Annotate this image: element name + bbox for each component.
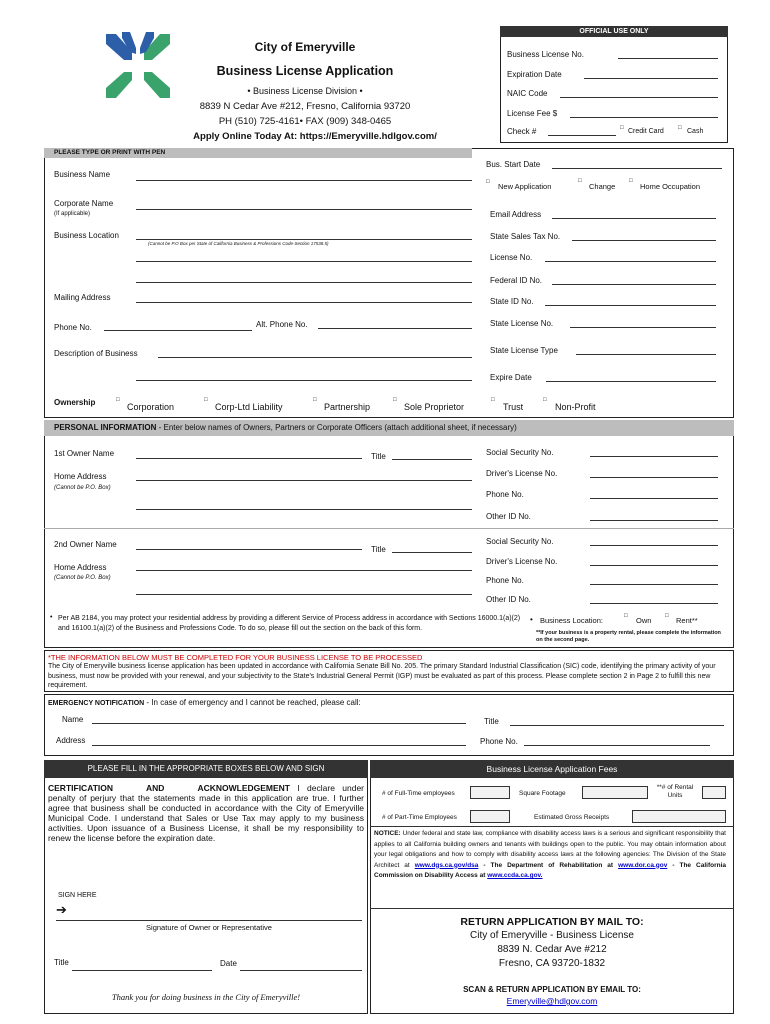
owner1-title-label: Title [371, 452, 386, 461]
owner2-home-field[interactable] [136, 570, 472, 571]
form-title: Business License Application [216, 64, 394, 78]
online-url: Apply Online Today At: https://Emeryville.hdlgov.com/ [193, 131, 437, 142]
ab-2184-note: Per AB 2184, you may protect your residential address by providing a different Service of Process address in accordance with Sections 16000.1(a)(2) and 16100.1(a)(2) of the Business and Professions Code. To do so, please fill out the section on the back of this form. [58, 615, 521, 632]
change-checkbox[interactable]: □ [578, 178, 582, 184]
description-field-2[interactable] [136, 380, 472, 381]
sales-tax-label: State Sales Tax No. [490, 232, 561, 241]
federal-id-label: Federal ID No. [490, 276, 543, 285]
own-trust-checkbox[interactable]: □ [491, 397, 495, 403]
own-nonprofit-checkbox[interactable]: □ [543, 397, 547, 403]
owner2-ssn-field[interactable] [590, 545, 718, 546]
owner2-phone-field[interactable] [590, 584, 718, 585]
notice-body-3: - The California Commission on Disability Access at [374, 861, 726, 879]
owner-divider [44, 528, 734, 529]
arrow-right-icon: ➔ [56, 902, 67, 917]
emergency-address-label: Address [56, 736, 86, 745]
owner2-other-id-field[interactable] [590, 603, 718, 604]
square-label: Square Footage [519, 790, 566, 797]
dgs-link[interactable]: www.dgs.ca.gov/dsa [414, 861, 479, 869]
own-sole-checkbox[interactable]: □ [393, 397, 397, 403]
business-info-section [44, 148, 734, 418]
own-label: Own [636, 616, 652, 625]
own-corporation-checkbox[interactable]: □ [116, 397, 120, 403]
state-id-field[interactable] [545, 305, 716, 306]
emergency-name-field[interactable] [92, 723, 466, 724]
owner2-field[interactable] [136, 549, 362, 550]
new-app-label: New Application [498, 182, 552, 191]
bus-location-bullet: • [530, 615, 533, 624]
bus-start-field[interactable] [552, 168, 722, 169]
bus-start-label: Bus. Start Date [486, 160, 541, 169]
new-app-checkbox[interactable]: □ [486, 179, 490, 185]
part-time-label: # of Part-Time Employees [382, 814, 457, 821]
bus-location-label: Business Location: [540, 616, 603, 625]
expire-field[interactable] [546, 381, 716, 382]
state-license-field[interactable] [570, 327, 716, 328]
owner1-home-field-2[interactable] [136, 509, 472, 510]
owner2-ssn-label: Social Security No. [486, 537, 554, 546]
business-location-field[interactable] [136, 239, 472, 240]
owner1-phone-field[interactable] [590, 498, 718, 499]
emergency-phone-field[interactable] [524, 745, 710, 746]
business-location-field-2[interactable] [136, 261, 472, 262]
official-check-field[interactable] [548, 135, 616, 136]
official-check-label: Check # [507, 127, 537, 136]
owner2-phone-label: Phone No. [486, 576, 524, 585]
gross-input[interactable] [632, 810, 726, 823]
return-line-2: 8839 N. Cedar Ave #212 [497, 944, 607, 955]
notice-body-2: - The Department of Rehabilitation at [478, 861, 614, 869]
owner2-home-label: Home Address [54, 563, 107, 572]
emergency-heading-rest: - In case of emergency and I cannot be reached, please call: [144, 698, 361, 707]
emergency-title-label: Title [484, 717, 499, 726]
owner2-po-note: (Cannot be P.O. Box) [54, 575, 111, 581]
official-naic-label: NAIC Code [507, 89, 548, 98]
business-location-label: Business Location [54, 231, 119, 240]
own-llc-checkbox[interactable]: □ [204, 397, 208, 403]
owner1-ssn-label: Social Security No. [486, 448, 554, 457]
business-name-field[interactable] [136, 180, 472, 181]
alt-phone-label: Alt. Phone No. [256, 320, 308, 329]
owner2-title-field[interactable] [392, 552, 472, 553]
owner1-home-field[interactable] [136, 480, 472, 481]
ab-bullet: • [50, 614, 53, 621]
own-nonprofit-label: Non-Profit [555, 402, 596, 412]
certification-body: I declare under penalty of perjury that the statements made in this application are true. I further agree that business shall be conducted in accordance with the City of Emeryville Municipal Code. I understand that Sales or Use Tax may apply to my business activities. Upon issuance of a Business License, it shall be my responsibility to renew the license before the expiration date. [48, 783, 365, 843]
license-no-field[interactable] [545, 261, 716, 262]
official-license-field[interactable] [618, 58, 718, 59]
official-use-title: OFFICIAL USE ONLY [500, 26, 728, 37]
header-address: 8839 N Cedar Ave #212, Fresno, California 93720 [199, 101, 411, 112]
email-link[interactable]: Emeryville@hdlgov.com [506, 996, 598, 1006]
mailing-label: Mailing Address [54, 293, 111, 302]
emergency-heading: EMERGENCY NOTIFICATION [48, 700, 145, 707]
owner1-other-id-label: Other ID No. [486, 512, 531, 521]
official-expiration-label: Expiration Date [507, 70, 562, 79]
rent-checkbox[interactable]: □ [665, 613, 669, 619]
email-field[interactable] [552, 218, 716, 219]
corporate-name-label: Corporate Name [54, 199, 114, 208]
mailing-field[interactable] [136, 302, 472, 303]
owner1-dl-label: Driver's License No. [486, 469, 558, 478]
if-applicable-note: (If applicable) [54, 211, 91, 217]
state-id-label: State ID No. [490, 297, 534, 306]
ownership-label: Ownership [54, 398, 96, 407]
owner1-field[interactable] [136, 458, 362, 459]
fees-bar: Business License Application Fees [370, 760, 734, 778]
own-checkbox[interactable]: □ [624, 613, 628, 619]
certification-heading: CERTIFICATION AND ACKNOWLEDGEMENT [48, 783, 291, 793]
certification-text [48, 783, 364, 843]
return-line-3: Fresno, CA 93720-1832 [498, 958, 606, 969]
business-name-label: Business Name [54, 170, 111, 179]
phone-field[interactable] [104, 330, 252, 331]
own-partnership-label: Partnership [324, 402, 371, 412]
corporate-name-field[interactable] [136, 209, 472, 210]
change-label: Change [589, 182, 616, 191]
emergency-name-label: Name [62, 715, 84, 724]
thanks-note: Thank you for doing business in the City of Emeryville! [111, 992, 301, 1002]
official-fee-field[interactable] [570, 117, 718, 118]
emergency-address-field[interactable] [92, 745, 466, 746]
owner1-title-field[interactable] [392, 459, 472, 460]
owner2-label: 2nd Owner Name [54, 540, 117, 549]
city-logo [102, 30, 174, 102]
email-label: Email Address [490, 210, 542, 219]
rent-label: Rent** [676, 616, 698, 625]
cert-date-field[interactable] [240, 970, 362, 971]
owner1-phone-label: Phone No. [486, 490, 524, 499]
owner1-dl-field[interactable] [590, 477, 718, 478]
full-time-label: # of Full-Time employees [382, 790, 455, 797]
owner2-dl-label: Driver's License No. [486, 557, 558, 566]
own-llc-label: Corp-Ltd Liability [215, 402, 283, 412]
return-title: RETURN APPLICATION BY MAIL TO: [460, 916, 644, 928]
phone-label: Phone No. [54, 323, 92, 332]
home-occ-checkbox[interactable]: □ [629, 178, 633, 184]
po-box-note: (Cannot be P.O Box per State of California Business & Professions Code-Section 17538.5) [148, 241, 329, 246]
owner1-ssn-field[interactable] [590, 456, 718, 457]
cash-checkbox[interactable]: □ [678, 125, 682, 131]
sic-required-notice: *THE INFORMATION BELOW MUST BE COMPLETED FOR YOUR BUSINESS LICENSE TO BE PROCESSED [48, 653, 423, 662]
personal-heading: PERSONAL INFORMATION [54, 423, 157, 432]
state-license-type-label: State License Type [490, 346, 558, 355]
notice-divider-bottom [370, 908, 734, 909]
cert-title-label: Title [54, 958, 69, 967]
square-input[interactable] [582, 786, 648, 799]
return-line-1: City of Emeryville - Business License [470, 930, 634, 941]
owner1-po-note: (Cannot be P.O. Box) [54, 485, 111, 491]
credit-card-label: Credit Card [628, 128, 664, 135]
notice-divider-top [370, 826, 734, 827]
fill-boxes-bar: PLEASE FILL IN THE APPROPRIATE BOXES BELOW AND SIGN [44, 760, 368, 778]
cash-label: Cash [687, 128, 704, 135]
city-name: City of Emeryville [254, 40, 356, 54]
scan-title: SCAN & RETURN APPLICATION BY EMAIL TO: [463, 985, 641, 994]
division: • Business License Division • [247, 86, 363, 96]
sign-here-label: SIGN HERE [58, 892, 97, 899]
sic-text: The City of Emeryville business license application has been updated in accordance with California Senate Bill No. 205. The primary Standard Industrial Classification (SIC) code, identifying the primary activity of your business, must now be provided with your renewal, and your subjectivity to the State's Industrial General Permit (IGP) must be evaluated as part of this process. Please complete section 2 in Page 2 to fulfill this new requirement. [48, 663, 716, 689]
notice-text [374, 829, 726, 882]
signature-label: Signature of Owner or Representative [146, 923, 272, 932]
owner1-label: 1st Owner Name [54, 449, 115, 458]
personal-info-bar [44, 420, 734, 436]
owner1-other-id-field[interactable] [590, 520, 718, 521]
business-location-field-3[interactable] [136, 282, 472, 283]
header-phone: PH (510) 725-4161• FAX (909) 348-0465 [218, 116, 392, 127]
owner2-other-id-label: Other ID No. [486, 595, 531, 604]
own-partnership-checkbox[interactable]: □ [313, 397, 317, 403]
ccda-link[interactable]: www.ccda.ca.gov. [487, 872, 543, 879]
cert-date-label: Date [220, 959, 237, 968]
home-occ-label: Home Occupation [640, 182, 701, 191]
owner2-dl-field[interactable] [590, 565, 718, 566]
full-time-input[interactable] [470, 786, 510, 799]
gross-label: Estimated Gross Receipts [534, 814, 610, 821]
personal-heading-rest: - Enter below names of Owners, Partners or Corporate Officers (attach additional sheet, if necessary) [156, 423, 517, 432]
federal-id-field[interactable] [552, 284, 716, 285]
official-use-box [500, 26, 728, 143]
official-expiration-field[interactable] [584, 78, 718, 79]
description-field[interactable] [158, 357, 472, 358]
license-no-label: License No. [490, 253, 533, 262]
owner2-title-label: Title [371, 545, 386, 554]
official-naic-field[interactable] [560, 97, 718, 98]
dor-link[interactable]: www.dor.ca.gov [618, 861, 668, 869]
cert-title-field[interactable] [72, 970, 212, 971]
part-time-input[interactable] [470, 810, 510, 823]
alt-phone-field[interactable] [318, 328, 472, 329]
emergency-phone-label: Phone No. [480, 737, 518, 746]
state-license-label: State License No. [490, 319, 554, 328]
expire-label: Expire Date [490, 373, 532, 382]
rental-units-label: **# of Rental Units [656, 784, 694, 799]
emergency-title-field[interactable] [510, 725, 724, 726]
notice-label: NOTICE: [374, 830, 401, 837]
rental-note: **If your business is a property rental, please complete the information on the second page. [536, 630, 721, 643]
type-print-bar: PLEASE TYPE OR PRINT WITH PEN [44, 148, 472, 158]
rental-units-input[interactable] [702, 786, 726, 799]
notice-body: Under federal and state law, compliance with disability access laws is a serious and significant responsibility that applies to all California building owners and tenants with buildings open to the public. You may obtain information about your legal obligations and how to comply with disability access laws at the following agencies: The Division of the State Architect at [374, 830, 726, 869]
description-label: Description of Business [54, 349, 138, 358]
sales-tax-field[interactable] [572, 240, 716, 241]
own-sole-label: Sole Proprietor [404, 402, 465, 412]
state-license-type-field[interactable] [576, 354, 716, 355]
official-fee-label: License Fee $ [507, 109, 558, 118]
own-trust-label: Trust [503, 402, 524, 412]
owner1-home-label: Home Address [54, 472, 107, 481]
signature-field[interactable] [56, 920, 362, 921]
emergency-bar [48, 698, 361, 707]
credit-card-checkbox[interactable]: □ [620, 125, 624, 131]
own-corporation-label: Corporation [127, 402, 175, 412]
official-license-label: Business License No. [507, 50, 584, 59]
owner2-home-field-2[interactable] [136, 594, 472, 595]
